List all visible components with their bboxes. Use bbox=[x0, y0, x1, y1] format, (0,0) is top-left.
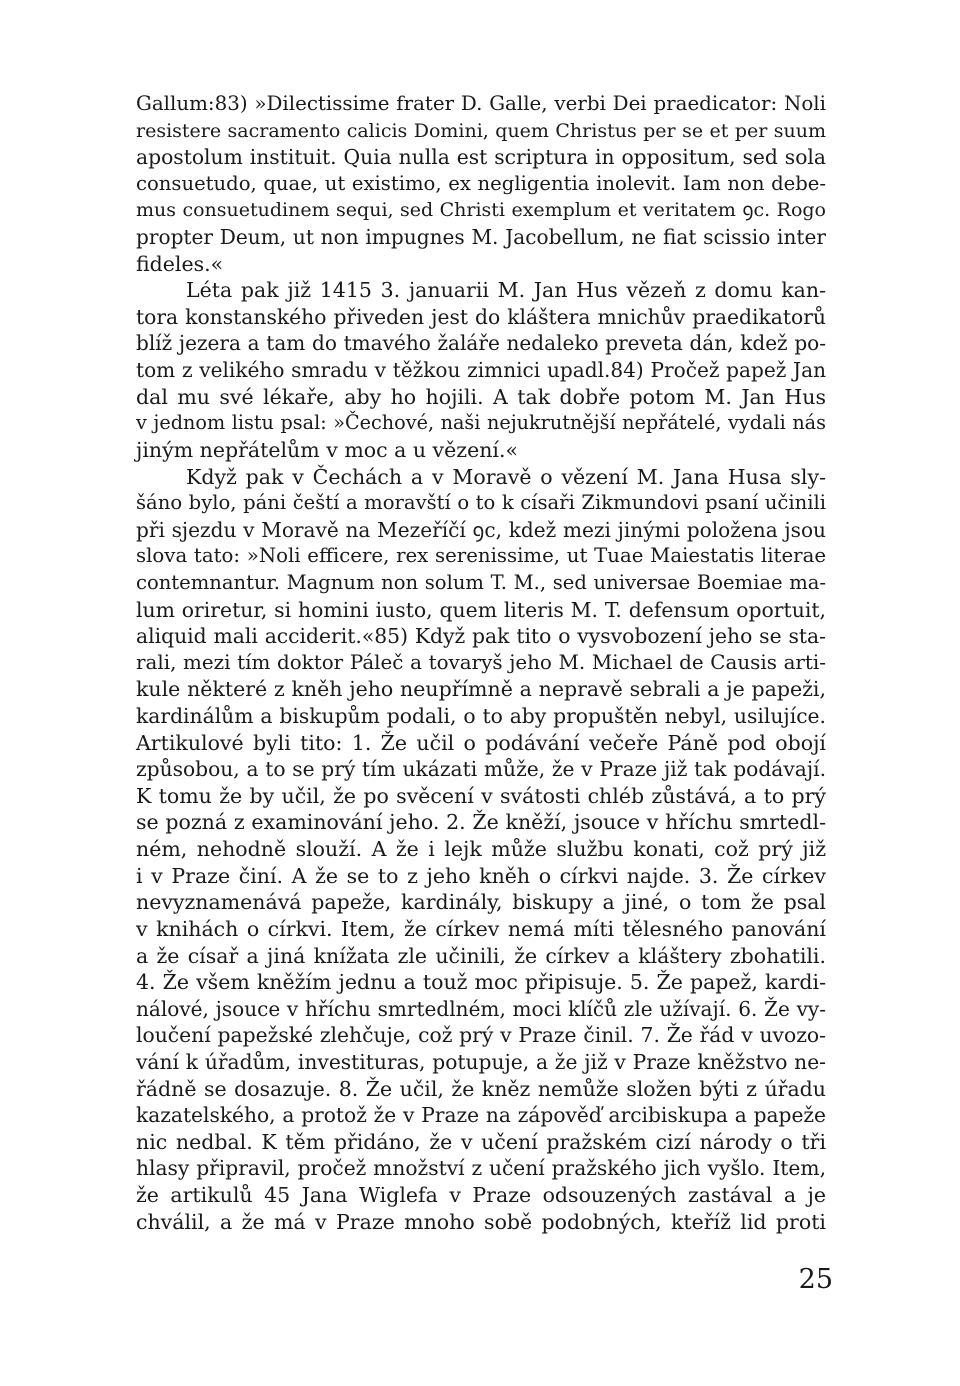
text-line: mus consuetudinem sequi, sed Christi exemplum et veritatem ꝯc. Rogo bbox=[136, 199, 826, 222]
text-line: při sjezdu v Moravě na Mezeříčí ꝯc, kdež mezi jinými položena jsou bbox=[136, 517, 826, 542]
text-line: v knihách o církvi. Item, že církev nemá míti tělesného panování bbox=[136, 916, 826, 941]
text-line: kule některé z kněh jeho neupřímně a nepravě sebrali a je papeži, bbox=[136, 677, 826, 702]
text-line: dal mu své lékaře, aby ho hojili. A tak dobře potom M. Jan Hus bbox=[136, 384, 826, 409]
text-line: způsobou, a to se prý tím ukázati může, že v Praze již tak podávají. bbox=[136, 757, 826, 782]
text-line: Léta pak již 1415 3. januarii M. Jan Hus vězeň z domu kan- bbox=[186, 278, 826, 303]
text-line: Artikulové byli tito: 1. Že učil o podávání večeře Páně pod obojí bbox=[136, 730, 826, 755]
text-line: nic nedbal. K těm přidáno, že v učení pražském cizí národy o tři bbox=[136, 1129, 826, 1154]
text-line: blíž jezera a tam do tmavého žaláře nedaleko preveta dán, kdež po- bbox=[136, 331, 826, 356]
text-line: v jednom listu psal: »Čechové, naši nejukrutnější nepřátelé, vydali nás bbox=[136, 411, 826, 435]
body-text bbox=[136, 91, 826, 1235]
text-line: kardinálům a biskupům podali, o to aby propuštěn nebyl, usilujíce. bbox=[136, 704, 826, 729]
text-line: resistere sacramento calicis Domini, quem Christus per se et per suum bbox=[136, 119, 826, 142]
text-line: fideles.« bbox=[136, 251, 224, 276]
text-line: propter Deum, ut non impugnes M. Jacobellum, ne fiat scissio inter bbox=[136, 225, 826, 250]
text-line: jiným nepřátelům v moc a u vězení.« bbox=[136, 437, 519, 462]
text-line: Když pak v Čechách a v Moravě o vězení M. Jana Husa sly- bbox=[186, 464, 826, 489]
text-line: rali, mezi tím doktor Páleč a tovaryš jeho M. Michael de Causis arti- bbox=[136, 650, 826, 674]
text-line: consuetudo, quae, ut existimo, ex negligentia inolevit. Iam non debe- bbox=[136, 171, 826, 195]
text-line: apostolum instituit. Quia nulla est scriptura in oppositum, sed sola bbox=[136, 145, 826, 170]
text-line: contemnantur. Magnum non solum T. M., sed universae Boemiae ma- bbox=[136, 570, 826, 594]
text-line: chválil, a že má v Praze mnoho sobě podobných, kteříž lid proti bbox=[136, 1209, 826, 1234]
text-line: aliquid mali acciderit.«85) Když pak tito o vysvobození jeho se sta- bbox=[136, 624, 826, 649]
text-line: K tomu že by učil, že po svěcení v svátosti chléb zůstává, a to prý bbox=[136, 783, 826, 808]
text-line: vání k úřadům, investituras, potupuje, a že již v Praze kněžstvo ne- bbox=[136, 1049, 826, 1074]
text-line: loučení papežské zlehčuje, což prý v Praze činil. 7. Že řád v uvozo- bbox=[136, 1023, 826, 1048]
text-line: nálové, jsouce v hříchu smrtedlném, moci klíčů zle užívají. 6. Že vy- bbox=[136, 996, 826, 1021]
text-line: hlasy připravil, pročež množství z učení pražského jich vyšlo. Item, bbox=[136, 1156, 826, 1181]
text-line: se pozná z examinování jeho. 2. Že kněží, jsouce v hříchu smrtedl- bbox=[136, 810, 826, 835]
text-line: tom z velikého smradu v těžkou zimnici upadl.84) Pročež papež Jan bbox=[136, 358, 826, 383]
text-line: Gallum:83) »Dilectissime frater D. Galle, verbi Dei praedicator: Noli bbox=[136, 92, 826, 115]
text-line: ném, nehodně slouží. A že i lejk může službu konati, což prý již bbox=[136, 837, 826, 862]
text-line: šáno bylo, páni čeští a moravští o to k císaři Zikmundovi psaní učinili bbox=[136, 491, 826, 515]
text-line: tora konstanského přiveden jest do kláštera mnichův praedikatorů bbox=[136, 304, 826, 329]
text-line: nevyznamenává papeže, kardinály, biskupy a jiné, o tom že psal bbox=[136, 890, 826, 915]
text-line: i v Praze činí. A že se to z jeho kněh o církvi najde. 3. Že církev bbox=[136, 863, 826, 888]
page-number: 25 bbox=[798, 1264, 833, 1295]
text-line: slova tato: »Noli efficere, rex serenissime, ut Tuae Maiestatis literae bbox=[136, 544, 826, 568]
text-line: a že císař a jiná knížata zle učinili, že církev a kláštery zbohatili. bbox=[136, 943, 826, 968]
text-line: řádně se dosazuje. 8. Že učil, že kněz nemůže složen býti z úřadu bbox=[136, 1076, 826, 1101]
text-line: 4. Že všem kněžím jednu a touž moc připisuje. 5. Že papež, kardi- bbox=[136, 970, 826, 995]
text-line: že artikulů 45 Jana Wiglefa v Praze odsouzených zastával a je bbox=[136, 1182, 826, 1207]
text-line: lum oriretur, si homini iusto, quem literis M. T. defensum oportuit, bbox=[136, 597, 826, 622]
text-line: kazatelského, a protož že v Praze na zápověď arcibiskupa a papeže bbox=[136, 1103, 826, 1128]
